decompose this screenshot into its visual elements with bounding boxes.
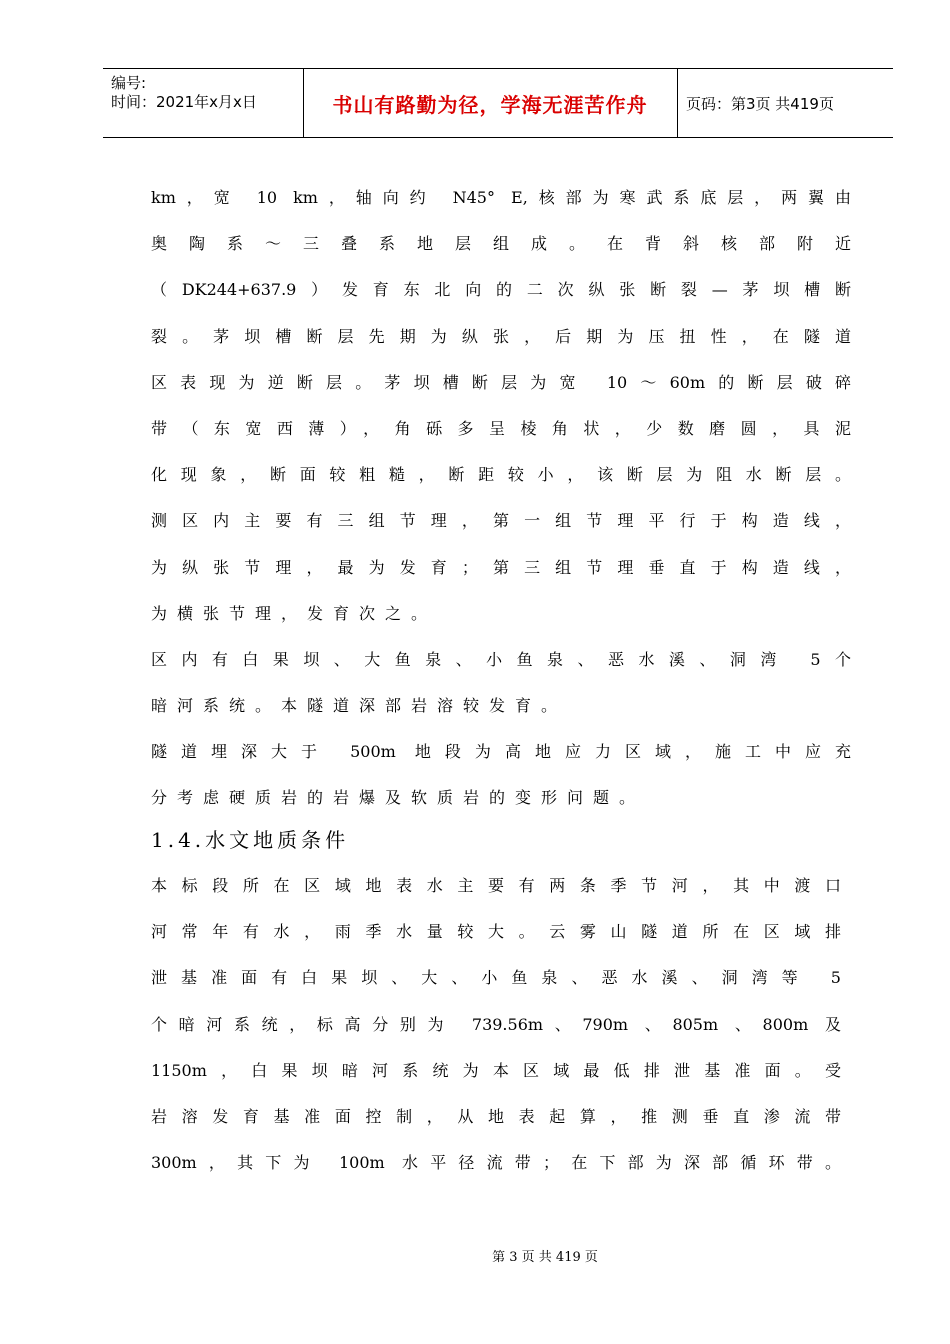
text-line: 区内有白果坝、大鱼泉、小鱼泉、恶水溪、洞湾 5个 xyxy=(151,649,851,669)
document-number-label: 编号: xyxy=(111,74,147,92)
header-page-cell xyxy=(678,69,893,137)
text-line: 暗河系统。本隧道深部岩溶较发育。 xyxy=(151,696,568,716)
text-line: km，宽 10 km，轴向约 N45° E,核部为寒武系底层，两翼由 xyxy=(151,188,851,207)
document-time-label: 时间：2021年x月x日 xyxy=(111,93,257,111)
header-page-code: 页码：第3页 共419页 xyxy=(686,94,834,113)
text-line: 奥陶系～三叠系地层组成。在背斜核部附近 xyxy=(151,234,851,254)
page-footer: 第 3 页 共 419 页 xyxy=(492,1250,598,1265)
body-text-hydrogeology xyxy=(151,866,841,1189)
header-motto: 书山有路勤为径，学海无涯苦作舟 xyxy=(332,92,648,117)
text-line: 为横张节理，发育次之。 xyxy=(151,603,438,623)
header-meta-cell xyxy=(103,69,304,137)
text-line: 裂。茅坝槽断层先期为纵张，后期为压扭性，在隧道 xyxy=(151,326,851,346)
text-line: 300m，其下为 100m 水平径流带；在下部为深部循环带。 xyxy=(151,1153,841,1173)
section-heading: 1.4.水文地质条件 xyxy=(151,828,350,852)
text-line: 分考虑硬质岩的岩爆及软质岩的变形问题。 xyxy=(151,788,646,808)
page-header xyxy=(103,68,893,138)
header-motto-cell xyxy=(303,69,678,137)
text-line: （DK244+637.9）发育东北向的二次纵张断裂—茅坝槽断 xyxy=(151,280,851,300)
text-line: 隧道埋深大于 500m 地段为高地应力区域，施工中应充 xyxy=(151,742,851,762)
text-line: 泄基准面有白果坝、大、小鱼泉、恶水溪、洞湾等 5 xyxy=(151,968,841,988)
text-line: 1150m，白果坝暗河系统为本区域最低排泄基准面。受 xyxy=(151,1060,841,1080)
text-line: 化现象，断面较粗糙，断距较小，该断层为阻水断层。 xyxy=(151,465,851,485)
text-line: 岩溶发育基准面控制，从地表起算，推测垂直渗流带 xyxy=(151,1106,841,1126)
text-line: 河常年有水，雨季水量较大。云雾山隧道所在区域排 xyxy=(151,922,841,942)
text-line: 个暗河系统，标高分别为 739.56m、790m 、805m 、800m 及 xyxy=(151,1014,841,1034)
text-line: 本标段所在区域地表水主要有两条季节河，其中渡口 xyxy=(151,876,841,895)
body-text-geology xyxy=(151,178,851,825)
text-line: 区表现为逆断层。茅坝槽断层为宽 10～60m的断层破碎 xyxy=(151,372,851,392)
text-line: 带（东宽西薄），角砾多呈棱角状，少数磨圆，具泥 xyxy=(151,418,851,438)
text-line: 为纵张节理，最为发育；第三组节理垂直于构造线， xyxy=(151,557,851,577)
text-line: 测区内主要有三组节理，第一组节理平行于构造线， xyxy=(151,511,851,531)
